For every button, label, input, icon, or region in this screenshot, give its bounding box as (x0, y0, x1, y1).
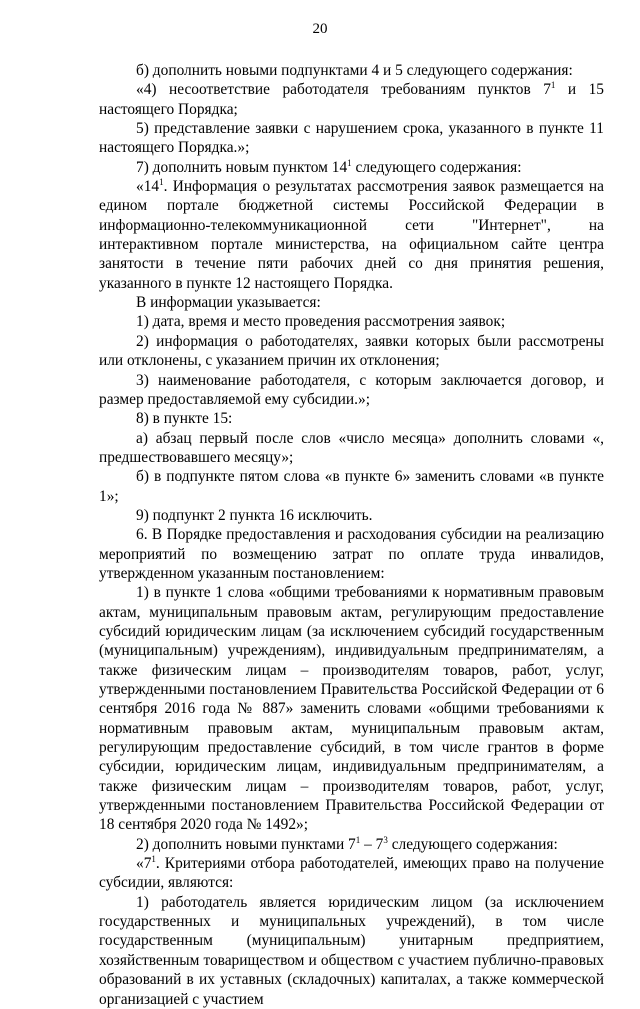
text-run: – 7 (360, 835, 384, 853)
paragraph (99, 61, 604, 80)
text-run: «4) несоответствие работодателя требованиям пунктов 7 (136, 81, 551, 99)
superscript: 3 (383, 834, 388, 845)
document-body (99, 61, 604, 1009)
text-run: и 15 настоящего Порядка; (99, 81, 604, 118)
text-run: следующего содержания: (351, 158, 522, 176)
paragraph (99, 177, 604, 293)
text-run: следующего содержания: (387, 835, 558, 853)
paragraph (99, 158, 604, 177)
paragraph (99, 467, 604, 506)
text-run: 6. В Порядке предоставления и расходования субсидии на реализацию мероприятий по возмещению затрат по оплате труда инвалидов, утвержденном указанным постановлением: (99, 526, 604, 582)
text-run: 3) наименование работодателя, с которым заключается договор, и размер предоставляемой ему субсидии.»; (99, 371, 604, 408)
superscript: 1 (550, 80, 556, 91)
paragraph (99, 893, 604, 1009)
paragraph (99, 371, 604, 410)
paragraph (99, 835, 604, 854)
text-run: 7) дополнить новым пунктом 14 (136, 158, 348, 176)
paragraph (99, 854, 604, 893)
page-number: 20 (312, 21, 328, 37)
paragraph (99, 332, 604, 371)
text-run: а) абзац первый после слов «число месяца» дополнить словами «, предшествовавшего месяцу»; (99, 429, 604, 466)
text-run: 2) дополнить новыми пунктами 7 (136, 835, 356, 853)
paragraph (99, 80, 604, 119)
superscript: 1 (151, 854, 156, 865)
text-run: 1) дата, время и место проведения рассмотрения заявок; (136, 313, 506, 331)
text-run: 2) информация о работодателях, заявки которых были рассмотрены или отклонены, с указанием причин их отклонения; (99, 332, 604, 370)
text-run: 8) в пункте 15: (136, 410, 233, 428)
text-run: 9) подпункт 2 пункта 16 исключить. (136, 506, 373, 524)
text-run: . Критериями отбора работодателей, имеющих право на получение субсидии, являются: (99, 855, 604, 892)
text-run: 1) в пункте 1 слова «общими требованиями к нормативным правовым актам, муниципальным правовым актам, регулирующим предоставление субсидий юридическим лицам (за исключением субсидий государственным (муниципальным) учреждениям), индивидуальным предпринимателям, а также физическим лицам – производителям товаров, работ, услуг, утвержденными постановлением Правительства Российской Федерации от 6 сентября 2016 года № 887» заменить словами «общими требованиями к нормативным правовым актам, муниципальным правовым актам, регулирующим предоставление субсидий, в том числе грантов в форме субсидии, юридическим лицам, индивидуальным предпринимателям, а также физическим лицам – производителям товаров, работ, услуг, утвержденными постановлением Правительства Российской Федерации от 18 сентября 2020 года № 1492»; (99, 584, 604, 834)
text-run: «14 (136, 178, 160, 196)
superscript: 1 (355, 834, 361, 845)
text-run: б) дополнить новыми подпунктами 4 и 5 следующего содержания: (136, 62, 573, 79)
text-run: 5) представление заявки с нарушением срока, указанного в пункте 11 настоящего Порядка.»; (99, 120, 604, 157)
paragraph (99, 119, 604, 158)
text-run: 1) работодатель является юридическим лицом (за исключением государственных и муниципальных учреждений), в том числе государственным (муниципальным) унитарным предприятием, хозяйственным товариществом и обществом с участием публично-правовых образований в их уставных (складочных) капиталах, а также коммерческой организацией с участием (99, 893, 604, 1008)
paragraph (99, 506, 604, 525)
paragraph (99, 583, 604, 834)
paragraph (99, 525, 604, 583)
text-run: «7 (136, 855, 152, 873)
text-run: б) в подпункте пятом слова «в пункте 6» заменить словами «в пункте 1»; (99, 468, 604, 505)
paragraph (99, 409, 604, 428)
text-run: . Информация о результатах рассмотрения заявок размещается на едином портале бюджетной системы Российской Федерации в информационно-телекоммуникационной сети "Интернет", на интерактивном портале министерства, на официальном сайте центра занятости в течение пяти рабочих дней со дня принятия решения, указанного в пункте 12 настоящего Порядка. (99, 178, 604, 292)
text-run: В информации указывается: (136, 294, 321, 312)
superscript: 1 (347, 157, 352, 168)
paragraph (99, 293, 604, 312)
paragraph (99, 312, 604, 331)
paragraph (99, 429, 604, 468)
superscript: 1 (159, 177, 164, 188)
